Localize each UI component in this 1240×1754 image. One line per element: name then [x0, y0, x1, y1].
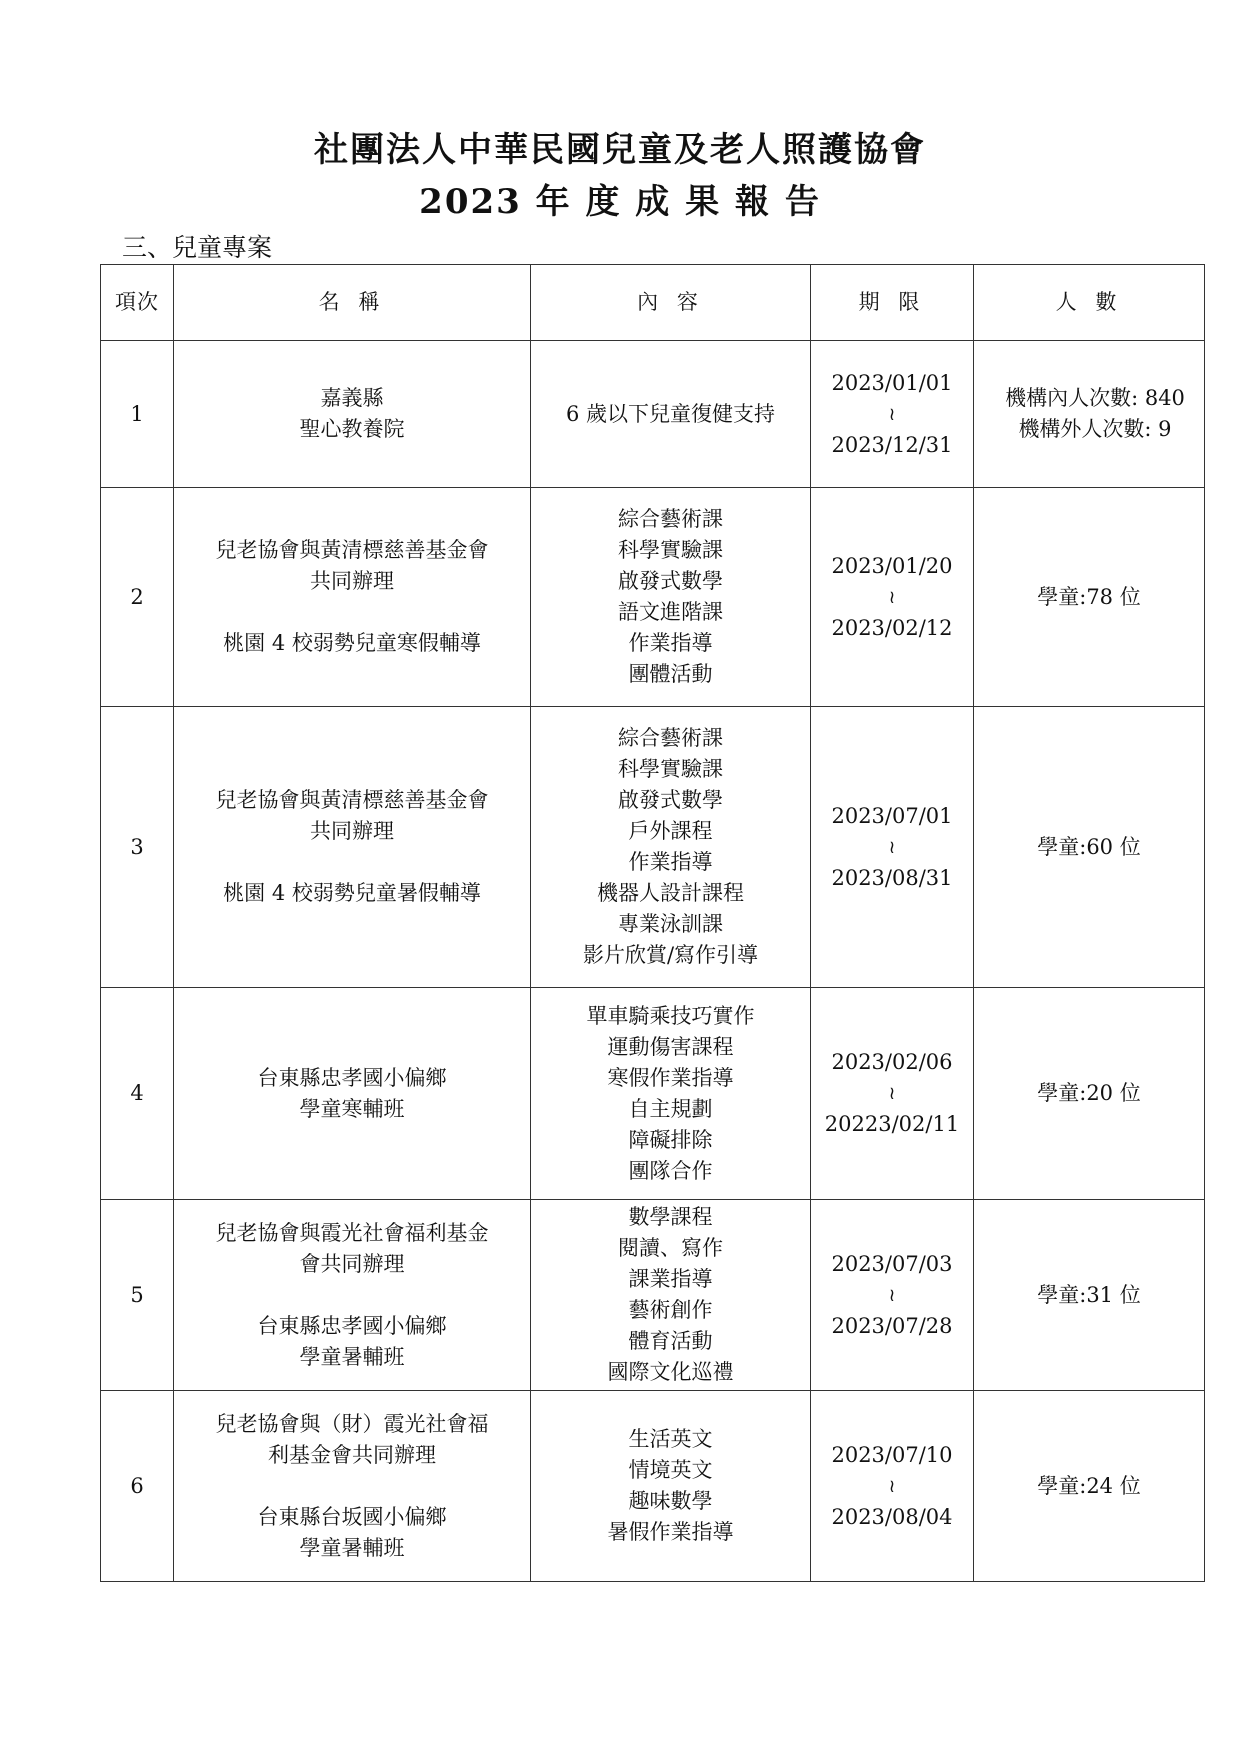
row-content	[531, 1391, 811, 1582]
name-line: 嘉義縣	[320, 386, 384, 410]
row-content	[531, 988, 811, 1200]
row-people	[974, 488, 1205, 707]
row-people	[974, 341, 1205, 488]
name-spacer	[180, 1471, 524, 1502]
row-period	[811, 1391, 974, 1582]
content-item: 暑假作業指導	[607, 1520, 734, 1544]
people-line: 學童:78 位	[1037, 584, 1141, 609]
name-line: 兒老協會與黃清標慈善基金會	[215, 788, 489, 812]
content-item: 障礙排除	[628, 1127, 713, 1152]
row-period	[811, 341, 974, 488]
content-item: 數學課程	[628, 1205, 713, 1229]
content-item: 團體活動	[628, 662, 713, 686]
row-index: 1	[101, 341, 174, 488]
name-line: 桃園 4 校弱勢兒童暑假輔導	[223, 881, 481, 905]
row-people	[974, 707, 1205, 988]
name-spacer	[180, 597, 524, 628]
table-row	[101, 988, 1205, 1200]
row-name	[174, 707, 531, 988]
period-start: 2023/07/10	[831, 1442, 953, 1467]
content-item: 國際文化巡禮	[607, 1360, 734, 1384]
name-line: 台東縣忠孝國小偏鄉	[257, 1065, 447, 1090]
content-item: 影片欣賞/寫作引導	[582, 943, 759, 967]
content-item: 綜合藝術課	[618, 726, 723, 750]
content-item: 科學實驗課	[618, 757, 723, 781]
table-header-row	[101, 265, 1205, 341]
content-item: 團隊合作	[628, 1158, 713, 1183]
table-row	[101, 488, 1205, 707]
people-line: 機構外人次數: 9	[1018, 417, 1172, 441]
period-start: 2023/01/01	[831, 370, 953, 395]
people-line: 機構內人次數: 840	[1005, 386, 1185, 410]
row-period	[811, 1200, 974, 1391]
content-item: 課業指導	[628, 1267, 713, 1291]
name-spacer	[180, 1280, 524, 1311]
name-spacer	[180, 847, 524, 878]
content-item: 情境英文	[628, 1458, 713, 1482]
row-index: 2	[101, 488, 174, 707]
period-end: 2023/12/31	[831, 432, 953, 457]
table-row	[101, 707, 1205, 988]
period-end: 2023/08/04	[831, 1504, 953, 1529]
name-line: 兒老協會與黃清標慈善基金會	[215, 538, 489, 562]
document-title: 社團法人中華民國兒童及老人照護協會	[314, 130, 926, 170]
content-item: 運動傷害課程	[607, 1034, 734, 1059]
header-content: 內 容	[531, 265, 811, 341]
table-row	[101, 1200, 1205, 1391]
period-start: 2023/01/20	[831, 553, 953, 578]
content-item: 啟發式數學	[618, 569, 723, 593]
content-item: 作業指導	[628, 850, 713, 874]
period-separator: ≀	[888, 836, 896, 858]
content-item: 啟發式數學	[618, 788, 723, 812]
row-index: 3	[101, 707, 174, 988]
row-people	[974, 1200, 1205, 1391]
people-line: 學童:31 位	[1037, 1282, 1141, 1307]
people-line: 學童:20 位	[1037, 1081, 1141, 1105]
period-end: 2023/07/28	[831, 1313, 953, 1338]
name-line: 學童暑輔班	[299, 1535, 405, 1560]
content-item: 專業泳訓課	[618, 912, 723, 936]
period-end: 2023/08/31	[831, 865, 953, 890]
row-name	[174, 341, 531, 488]
row-content	[531, 488, 811, 707]
row-name	[174, 1200, 531, 1391]
period-end: 2023/02/12	[831, 615, 953, 640]
row-period	[811, 707, 974, 988]
row-period	[811, 488, 974, 707]
name-line: 共同辦理	[310, 569, 394, 593]
row-index: 6	[101, 1391, 174, 1582]
row-content	[531, 1200, 811, 1391]
period-start: 2023/02/06	[831, 1050, 953, 1074]
table-row	[101, 1391, 1205, 1582]
row-name	[174, 1391, 531, 1582]
name-line: 共同辦理	[310, 819, 394, 843]
row-name	[174, 488, 531, 707]
content-item: 綜合藝術課	[618, 507, 723, 531]
content-item: 科學實驗課	[618, 538, 723, 562]
name-line: 台東縣忠孝國小偏鄉	[257, 1313, 447, 1338]
period-separator: ≀	[888, 403, 896, 425]
content-item: 戶外課程	[628, 819, 713, 843]
row-content	[531, 707, 811, 988]
name-line: 台東縣台坂國小偏鄉	[257, 1504, 447, 1529]
row-index: 5	[101, 1200, 174, 1391]
name-line: 桃園 4 校弱勢兒童寒假輔導	[223, 631, 481, 655]
section-heading: 三、兒童專案	[122, 233, 273, 262]
content-item: 機器人設計課程	[597, 881, 744, 905]
header-people: 人 數	[974, 265, 1205, 341]
period-separator: ≀	[888, 1475, 896, 1497]
children-projects-table	[100, 264, 1205, 1582]
content-item: 寒假作業指導	[607, 1065, 734, 1090]
period-separator: ≀	[888, 586, 896, 608]
report-subtitle: 2023 年 度 成 果 報 告	[419, 182, 821, 222]
period-start: 2023/07/01	[831, 803, 953, 828]
header-name: 名 稱	[174, 265, 531, 341]
name-line: 會共同辦理	[299, 1251, 405, 1276]
period-separator: ≀	[888, 1284, 896, 1306]
row-period	[811, 988, 974, 1200]
content-item: 6 歲以下兒童復健支持	[565, 401, 776, 426]
row-people	[974, 988, 1205, 1200]
content-item: 自主規劃	[628, 1096, 713, 1121]
row-people	[974, 1391, 1205, 1582]
people-line: 學童:60 位	[1037, 834, 1141, 859]
content-item: 體育活動	[628, 1329, 713, 1353]
period-start: 2023/07/03	[831, 1251, 953, 1276]
content-item: 藝術創作	[628, 1298, 713, 1322]
period-end: 20223/02/11	[824, 1112, 960, 1136]
content-item: 語文進階課	[618, 600, 723, 624]
row-index: 4	[101, 988, 174, 1200]
name-line: 兒老協會與（財）霞光社會福	[215, 1411, 489, 1436]
name-line: 利基金會共同辦理	[268, 1442, 436, 1467]
name-line: 兒老協會與霞光社會福利基金	[215, 1220, 489, 1245]
header-period: 期 限	[811, 265, 974, 341]
name-line: 學童寒輔班	[299, 1096, 405, 1121]
name-line: 聖心教養院	[299, 417, 405, 441]
content-item: 生活英文	[628, 1427, 713, 1451]
people-line: 學童:24 位	[1037, 1473, 1141, 1498]
row-name	[174, 988, 531, 1200]
content-item: 趣味數學	[628, 1489, 713, 1513]
content-item: 作業指導	[628, 631, 713, 655]
header-index: 項次	[101, 265, 174, 341]
content-item: 閱讀、寫作	[618, 1236, 723, 1260]
period-separator: ≀	[888, 1083, 896, 1104]
table-row	[101, 341, 1205, 488]
name-line: 學童暑輔班	[299, 1344, 405, 1369]
content-item: 單車騎乘技巧實作	[586, 1003, 755, 1028]
row-content	[531, 341, 811, 488]
